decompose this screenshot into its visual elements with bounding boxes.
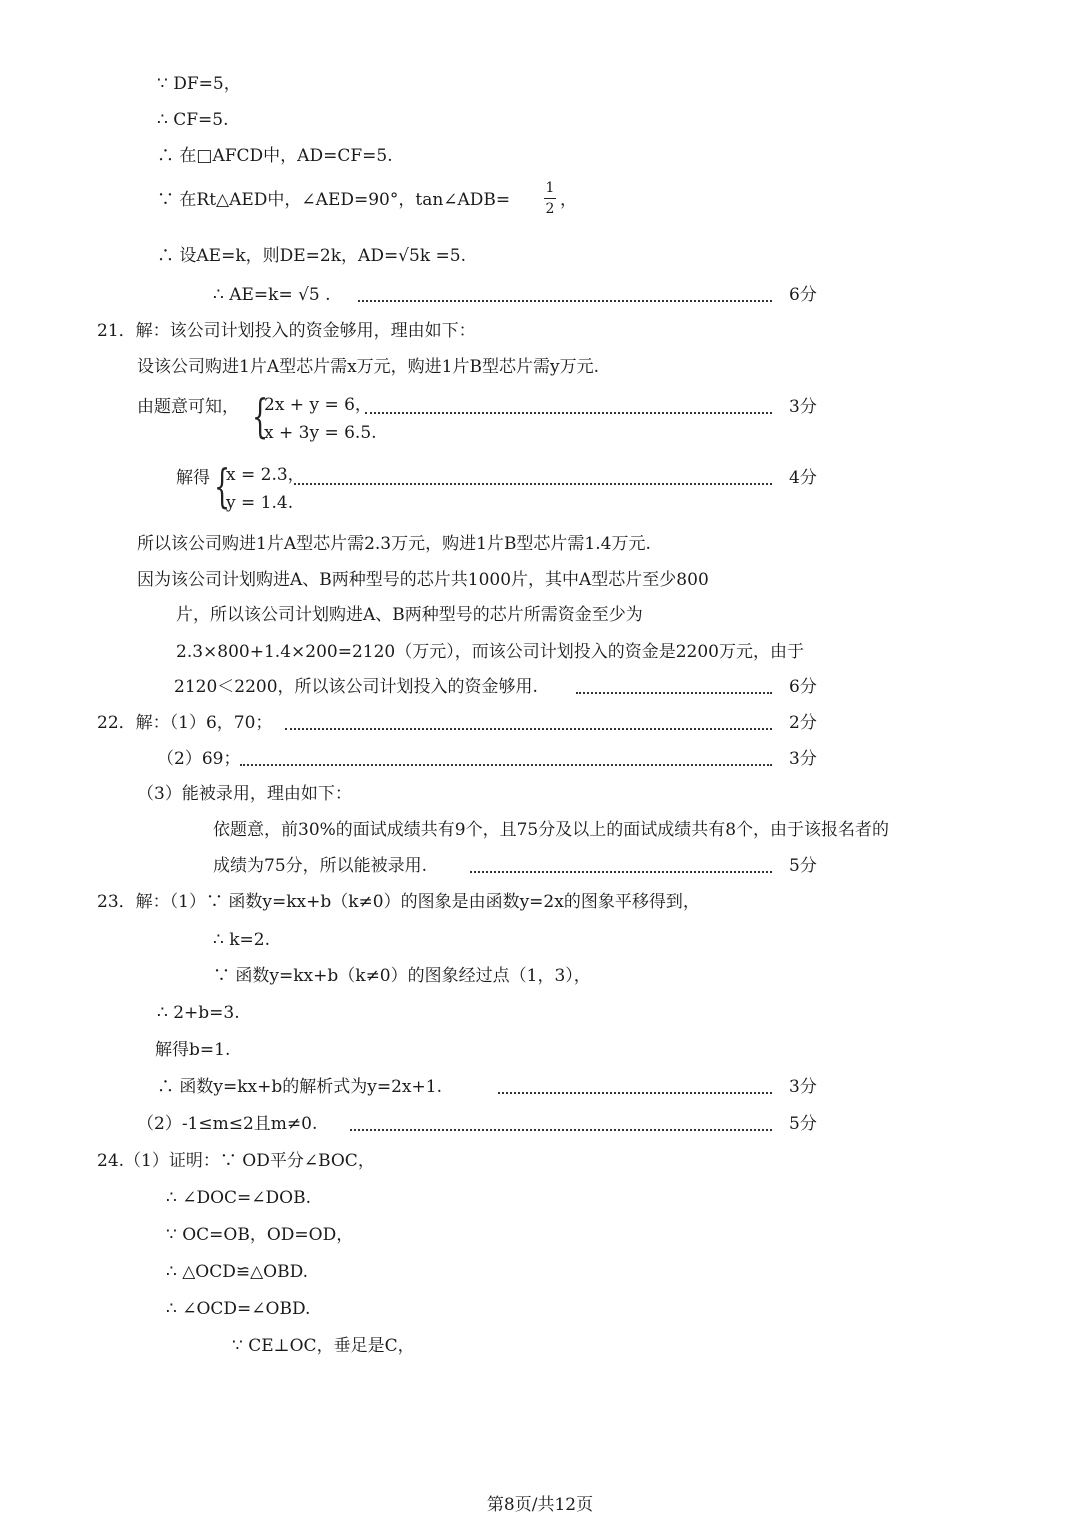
score-label: 3分 [789, 1077, 817, 1097]
score-label: 6分 [789, 285, 817, 305]
question-23-part-2: （2）-1≤m≤2且m≠0. [137, 1114, 318, 1134]
question-22-part-2: （2）69； [157, 749, 241, 769]
q23-line: ∴ 函数y=kx+b的解析式为y=2x+1. [157, 1077, 442, 1097]
leader-dots [498, 1092, 772, 1094]
brace-symbol: { [252, 389, 269, 443]
question-22-part-3: （3）能被录用，理由如下： [137, 784, 352, 804]
q24-line: ∴ △OCD≌△OBD. [166, 1262, 309, 1282]
question-24-heading: 24.（1）证明：∵ OD平分∠BOC， [97, 1151, 375, 1171]
leader-dots [350, 1129, 772, 1131]
q21-line: 2.3×800+1.4×200=2120（万元），而该公司计划投入的资金是2200万元，由于 [176, 642, 804, 662]
equation-row: 2x + y = 6， [264, 395, 372, 415]
score-label: 5分 [789, 1114, 817, 1134]
leader-dots [576, 692, 772, 694]
score-label: 6分 [789, 677, 817, 697]
q23-line: ∵ 函数y=kx+b（k≠0）的图象经过点（1，3）， [213, 966, 591, 986]
equation-system-2 [226, 461, 305, 517]
q23-line: ∴ 2+b=3. [157, 1003, 240, 1023]
q23-line: ∴ k=2. [213, 930, 270, 950]
equation-row: x + 3y = 6.5. [264, 423, 377, 443]
q24-line: ∴ ∠OCD=∠OBD. [166, 1299, 311, 1319]
q24-line: ∵ OC=OB，OD=OD， [166, 1225, 354, 1245]
fraction-denominator: 2 [545, 201, 555, 217]
q21-line: 因为该公司计划购进A、B两种型号的芯片共1000片，其中A型芯片至少800 [137, 570, 709, 590]
line-cf: ∴ CF=5. [157, 110, 229, 130]
q21-line: 2120＜2200，所以该公司计划投入的资金够用. [174, 677, 538, 697]
score-label: 4分 [789, 468, 817, 488]
q24-line: ∴ ∠DOC=∠DOB. [166, 1188, 311, 1208]
page-footer: 第8页/共12页 [486, 1495, 594, 1515]
q24-line: ∵ CE⊥OC，垂足是C， [232, 1336, 415, 1356]
line-df: ∵ DF=5， [157, 74, 241, 94]
score-label: 3分 [789, 397, 817, 417]
q21-line: 设该公司购进1片A型芯片需x万元，购进1片B型芯片需y万元. [137, 357, 599, 377]
q21-line: 片，所以该公司计划购进A、B两种型号的芯片所需资金至少为 [176, 605, 643, 625]
equation-row: x = 2.3， [226, 465, 305, 485]
line-ae-result: ∴ AE=k= √5 . [213, 285, 331, 305]
leader-dots [294, 483, 772, 485]
fraction-one-half [544, 180, 556, 217]
q22-line: 依题意，前30%的面试成绩共有9个，且75分及以上的面试成绩共有8个，由于该报名者的 [213, 820, 890, 840]
leader-dots [365, 412, 772, 414]
question-23-heading: 23．解：（1）∵ 函数y=kx+b（k≠0）的图象是由函数y=2x的图象平移得到， [97, 892, 700, 912]
line-tan: ∵ 在Rt△AED中，∠AED=90°，tan∠ADB= [157, 190, 511, 210]
leader-dots [470, 871, 772, 873]
q23-line: 解得b=1. [155, 1040, 231, 1060]
question-21-heading: 21．解：该公司计划投入的资金够用，理由如下： [97, 321, 476, 341]
leader-dots [285, 728, 772, 730]
q21-solve-intro: 解得 [176, 468, 210, 488]
line-set-ae: ∴ 设AE=k，则DE=2k，AD=√5k =5. [157, 246, 467, 266]
leader-dots [240, 764, 772, 766]
q21-line: 所以该公司购进1片A型芯片需2.3万元，购进1片B型芯片需1.4万元. [137, 534, 651, 554]
q22-line: 成绩为75分，所以能被录用. [213, 856, 428, 876]
line-tan-end: ， [560, 190, 577, 210]
fraction-bar [544, 198, 556, 199]
question-22-part-1: 22．解：（1）6，70； [97, 713, 273, 733]
equation-system-1 [264, 391, 377, 447]
q21-system-intro: 由题意可知， [137, 397, 239, 417]
score-label: 5分 [789, 856, 817, 876]
equation-row: y = 1.4. [226, 493, 294, 513]
leader-dots [358, 300, 772, 302]
score-label: 2分 [789, 713, 817, 733]
line-ad: ∴ 在□AFCD中，AD=CF=5. [157, 146, 393, 166]
fraction-numerator: 1 [545, 180, 555, 196]
brace-symbol: { [214, 459, 231, 513]
score-label: 3分 [789, 749, 817, 769]
